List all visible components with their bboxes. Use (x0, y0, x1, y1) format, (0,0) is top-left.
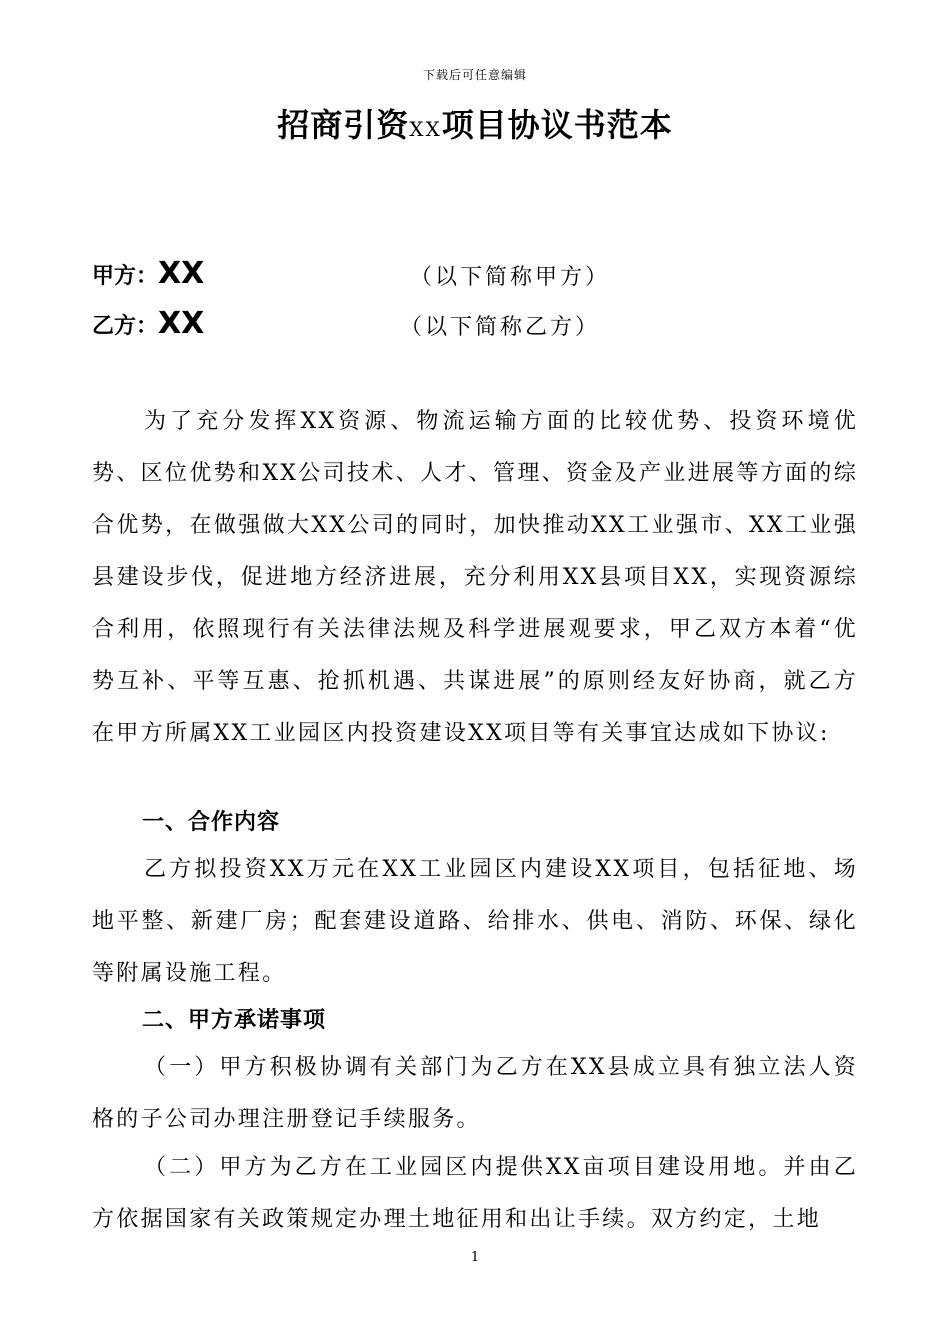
title-suffix: 项目协议书范本 (441, 106, 673, 144)
party-a-label: 甲方： (92, 264, 159, 289)
section2-item2: （二）甲方为乙方在工业园区内提供XX亩项目建设用地。并由乙方依据国家有关政策规定办理土地征用和出让手续。双方约定，土地 (92, 1155, 858, 1232)
party-b-note: （以下简称乙方） (400, 315, 601, 340)
section2-item1: （一）甲方积极协调有关部门为乙方在XX县成立具有独立法人资格的子公司办理注册登记手续服务。 (92, 1055, 858, 1132)
page-number: 1 (470, 1250, 480, 1265)
title-prefix: 招商引资 (277, 106, 410, 144)
title-xx: XX (409, 117, 442, 141)
party-a-name: XX (158, 256, 205, 291)
intro-paragraph: 为了充分发挥XX资源、物流运输方面的比较优势、投资环境优势、区位优势和XX公司技术、人才、管理、资金及产业进展等方面的综合优势，在做强做大XX公司的同时，加快推动XX工业强市、XX工业强县建设步伐，促进地方经济进展，充分利用XX县项目XX，实现资源综合利用，依照现行有关法律法规及科学进展观要求，甲乙双方本着“优势互补、平等互惠、抢抓机遇、共谋进展”的原则经友好协商，就乙方在甲方所属XX工业园区内投资建设XX项目等有关事宜达成如下协议: (92, 409, 858, 746)
party-b-line (92, 306, 872, 346)
party-b-label: 乙方： (92, 314, 159, 339)
section1-heading: 一、合作内容 (142, 810, 281, 835)
section2-heading: 二、甲方承诺事项 (142, 1008, 327, 1033)
header-note: 下载后可任意编辑 (422, 68, 527, 82)
party-b-name: XX (158, 306, 205, 341)
party-a-note: （以下简称甲方） (410, 265, 611, 290)
section1-paragraph: 乙方拟投资XX万元在XX工业园区内建设XX项目，包括征地、场地平整、新建厂房；配套建设道路、给排水、供电、消防、环保、绿化等附属设施工程。 (92, 857, 858, 986)
document-title (0, 100, 950, 146)
party-a-line (92, 256, 872, 296)
